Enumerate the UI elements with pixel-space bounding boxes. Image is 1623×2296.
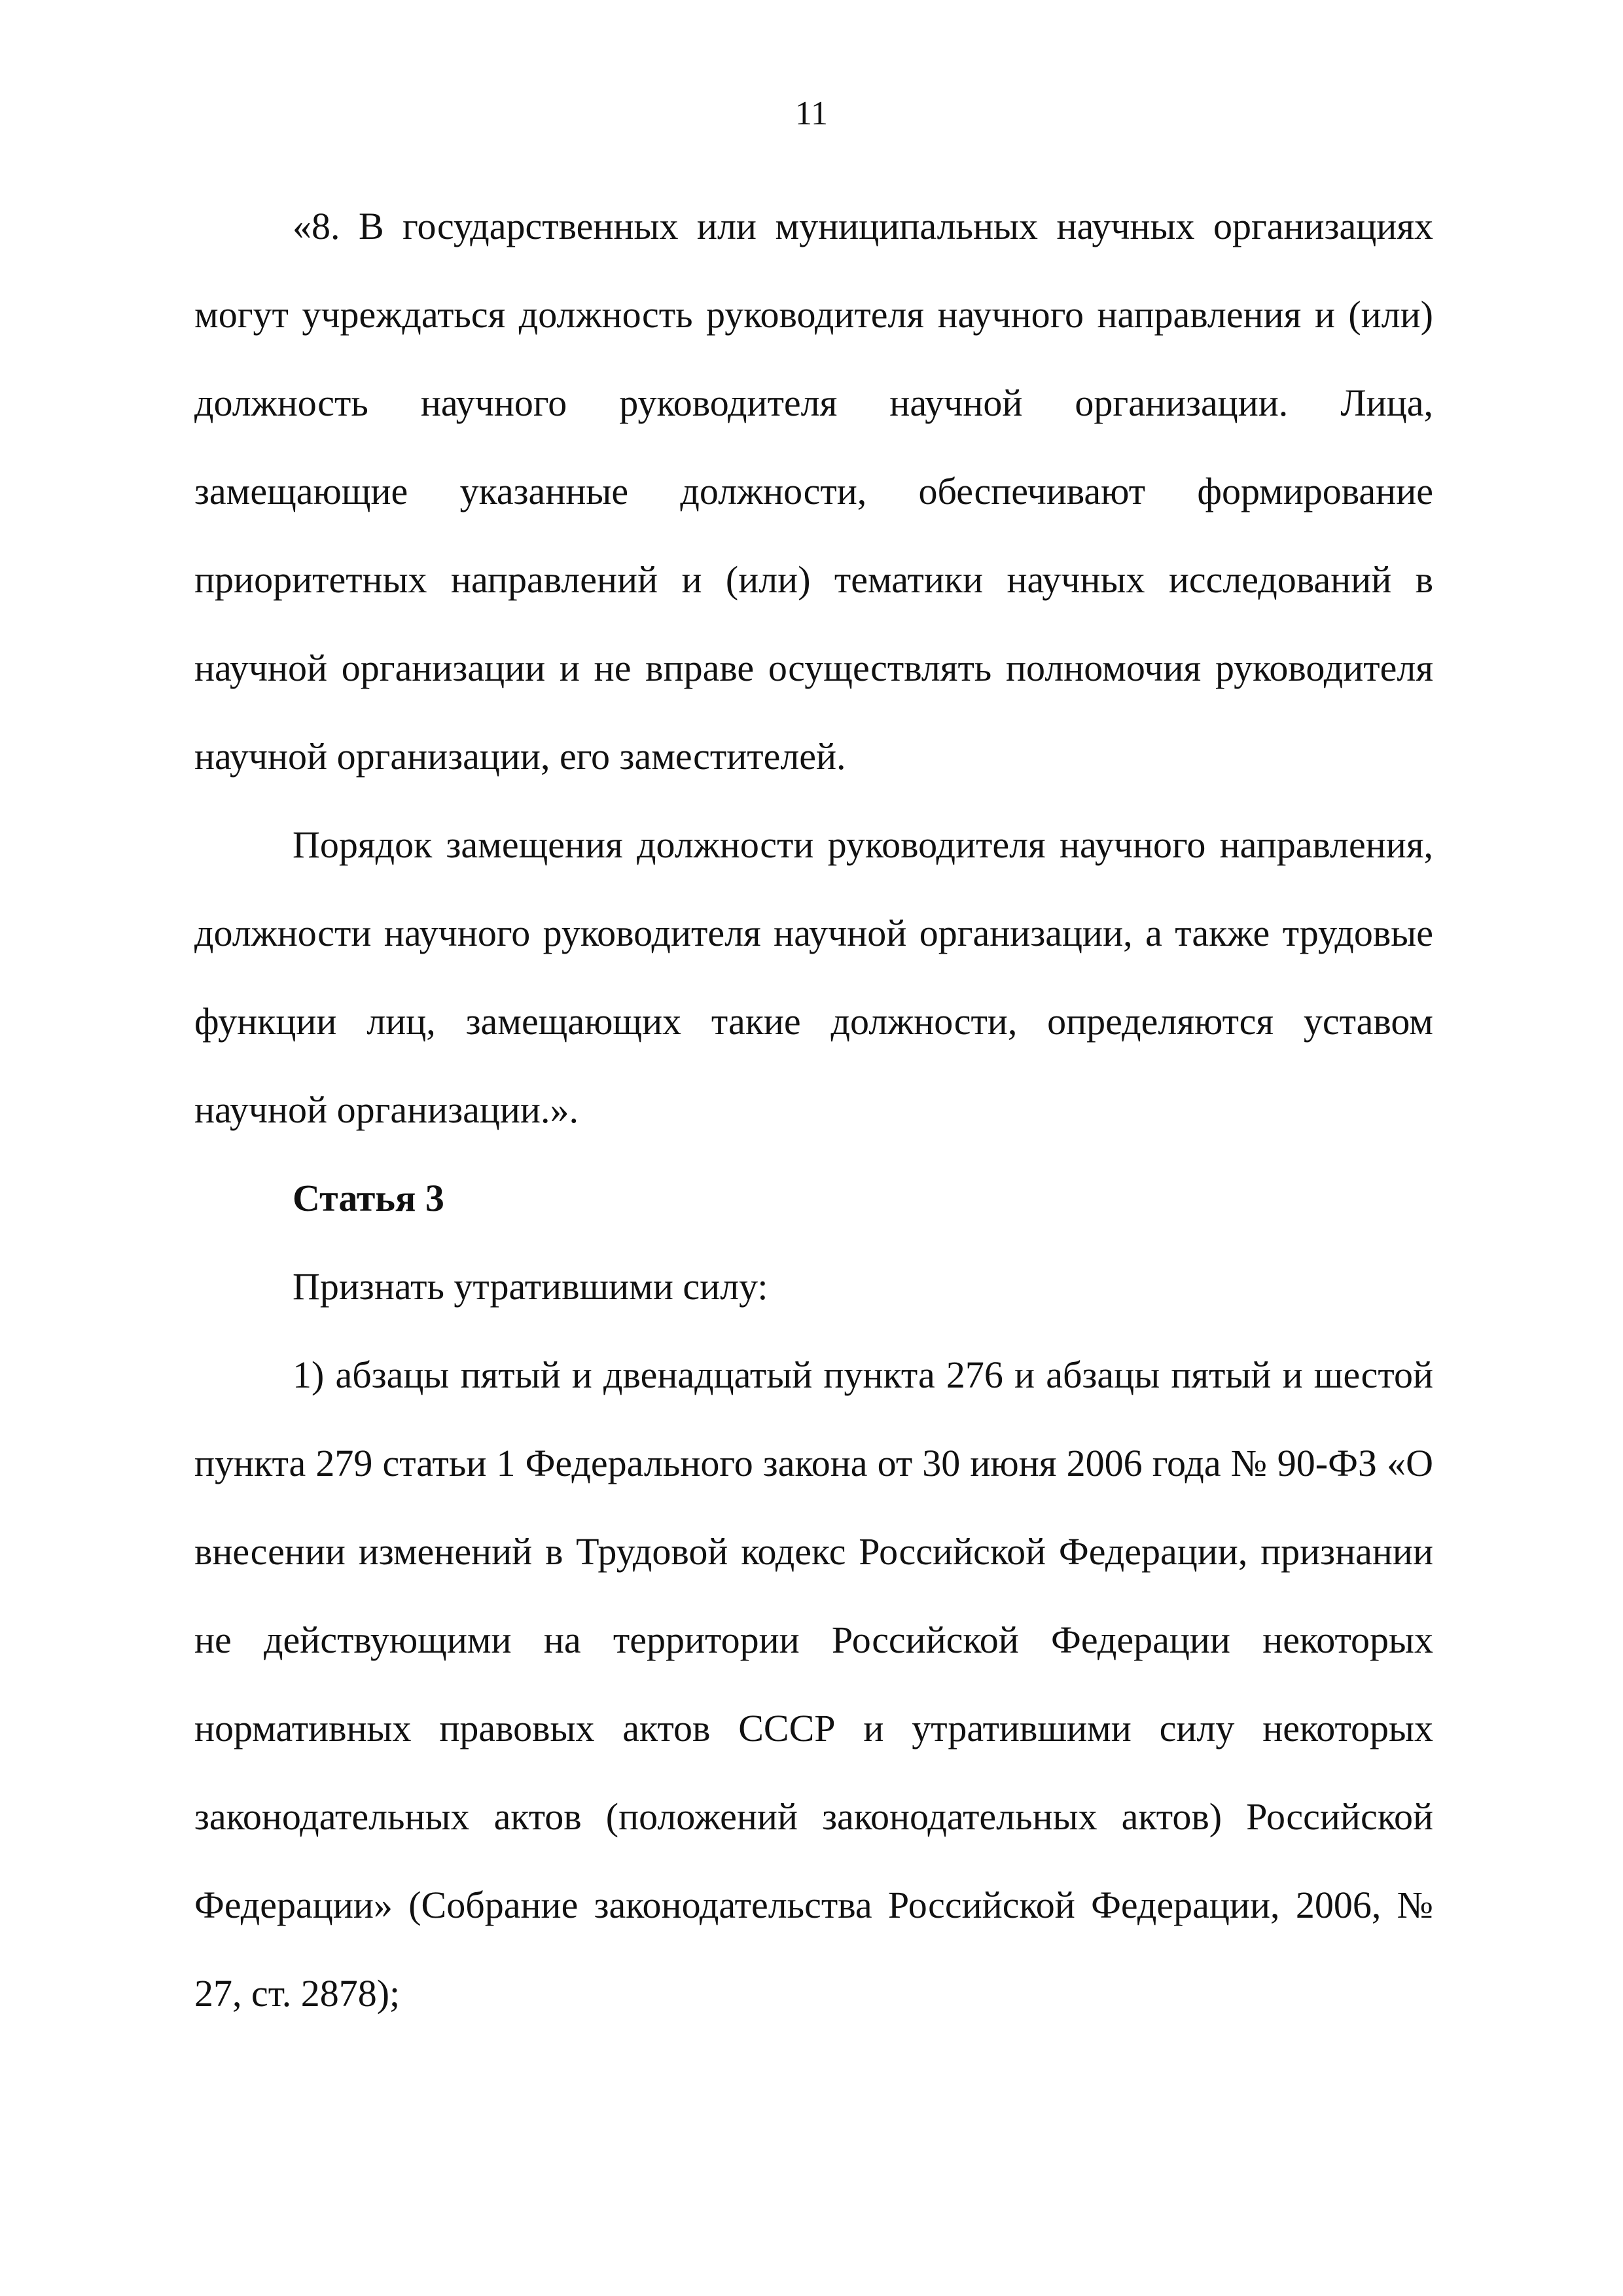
paragraph-8: «8. В государственных или муниципальных научных организациях могут учреждаться должность руководителя научного направления и (или) должность научного руководителя научной организации. Лица, замещающие указанные должности, обеспечивают формирование приоритетных направлений и (или) тематики научных исследований в научной организации и не вправе осуществлять полномочия руководителя научной организации, его заместителей. — [194, 205, 1433, 778]
paragraph-item-1: 1) абзацы пятый и двенадцатый пункта 276 и абзацы пятый и шестой пункта 279 статьи 1 Федерального закона от 30 июня 2006 года № 90-ФЗ «О внесении изменений в Трудовой кодекс Российской Федерации, признании не действующими на территории Российской Федерации некоторых нормативных правовых актов СССР и утратившими силу некоторых законодательных актов (положений законодательных актов) Российской Федерации» (Собрание законодательства Российской Федерации, 2006, № 27, ст. 2878); — [194, 1354, 1433, 2015]
article-heading: Статья 3 — [293, 1177, 444, 1219]
document-body — [194, 182, 1433, 2037]
paragraph-order: Порядок замещения должности руководителя научного направления, должности научного руководителя научной организации, а также трудовые функции лиц, замещающих такие должности, определяются уставом научной организации.». — [194, 823, 1433, 1131]
page-number: 11 — [794, 95, 829, 132]
paragraph-repeal-intro: Признать утратившими силу: — [293, 1265, 768, 1308]
